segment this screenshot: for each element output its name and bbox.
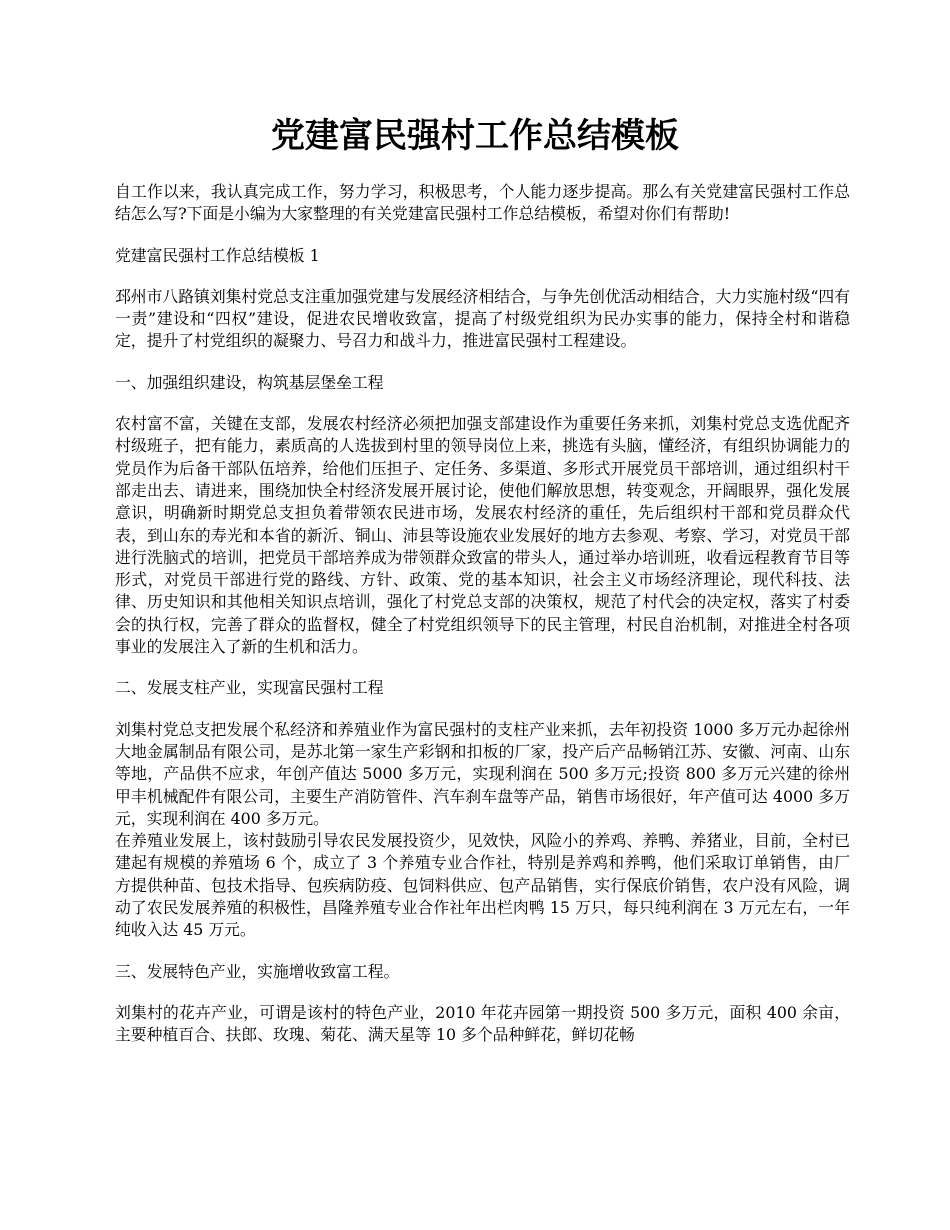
- paragraph-industry: 刘集村党总支把发展个私经济和养殖业作为富民强村的支柱产业来抓，去年初投资 1000 多万元办起徐州大地金属制品有限公司，是苏北第一家生产彩钢和扣板的厂家，投产后产品畅销江苏、安徽、河南、山东等地，产品供不应求，年创产值达 5000 多万元，实现利润在 500 多万元;投资 800 多万元兴建的徐州甲丰机械配件有限公司，主要生产消防管件、汽车刹车盘等产品，销售市场很好，年产值可达 4000 多万元，实现利润在 400 多万元。: [115, 719, 850, 828]
- section-heading-2: 二、发展支柱产业，实现富民强村工程: [115, 678, 384, 698]
- paragraph-organization: 农村富不富，关键在支部，发展农村经济必须把加强支部建设作为重要任务来抓，刘集村党总支选优配齐村级班子，把有能力，素质高的人选拔到村里的领导岗位上来，挑选有头脑，懂经济，有组织协调能力的党员作为后备干部队伍培养，给他们压担子、定任务、多渠道、多形式开展党员干部培训，通过组织村干部走出去、请进来，围绕加快全村经济发展开展讨论，使他们解放思想，转变观念，开阔眼界，强化发展意识，明确新时期党总支担负着带领农民进市场，发展农村经济的重任，先后组织村干部和党员群众代表，到山东的寿光和本省的新沂、铜山、沛县等设施农业发展好的地方去参观、考察、学习，对党员干部进行洗脑式的培训，把党员干部培养成为带领群众致富的带头人，通过举办培训班，收看远程教育节目等形式，对党员干部进行党的路线、方针、政策、党的基本知识，社会主义市场经济理论，现代科技、法律、历史知识和其他相关知识点培训，强化了村党总支部的决策权，规范了村代会的决定权，落实了村委会的执行权，完善了群众的监督权，健全了村党组织领导下的民主管理，村民自治机制，对推进全村各项事业的发展注入了新的生机和活力。: [115, 414, 850, 657]
- section-heading-3: 三、发展特色产业，实施增收致富工程。: [115, 961, 400, 981]
- template-subtitle: 党建富民强村工作总结模板 1: [115, 245, 320, 265]
- paragraph-breeding: 在养殖业发展上，该村鼓励引导农民发展投资少，见效快，风险小的养鸡、养鸭、养猪业，目前，全村已建起有规模的养殖场 6 个，成立了 3 个养殖专业合作社，特别是养鸡和养鸭，他们采取订单销售，由厂方提供种苗、包技术指导、包疾病防疫、包饲料供应、包产品销售，实行保底价销售，农户没有风险，调动了农民发展养殖的积极性，昌隆养殖专业合作社年出栏肉鸭 15 万只，每只纯利润在 3 万元左右，一年纯收入达 45 万元。: [115, 831, 850, 940]
- paragraph-overview: 邳州市八路镇刘集村党总支注重加强党建与发展经济相结合，与争先创优活动相结合，大力实施村级“四有一责”建设和“四权”建设，促进农民增收致富，提高了村级党组织为民办实事的能力，保持全村和谐稳定，提升了村党组织的凝聚力、号召力和战斗力，推进富民强村工程建设。: [115, 286, 850, 351]
- document-body: [115, 181, 850, 1066]
- section-heading-1: 一、加强组织建设，构筑基层堡垒工程: [115, 372, 384, 392]
- intro-paragraph: 自工作以来，我认真完成工作，努力学习，积极思考，个人能力逐步提高。那么有关党建富民强村工作总结怎么写?下面是小编为大家整理的有关党建富民强村工作总结模板，希望对你们有帮助!: [115, 182, 850, 224]
- document-title: 党建富民强村工作总结模板: [271, 116, 679, 156]
- paragraph-flowers: 刘集村的花卉产业，可谓是该村的特色产业，2010 年花卉园第一期投资 500 多万元，面积 400 余亩，主要种植百合、扶郎、玫瑰、菊花、满天星等 10 多个品种鲜花，鲜切花畅: [115, 1002, 850, 1045]
